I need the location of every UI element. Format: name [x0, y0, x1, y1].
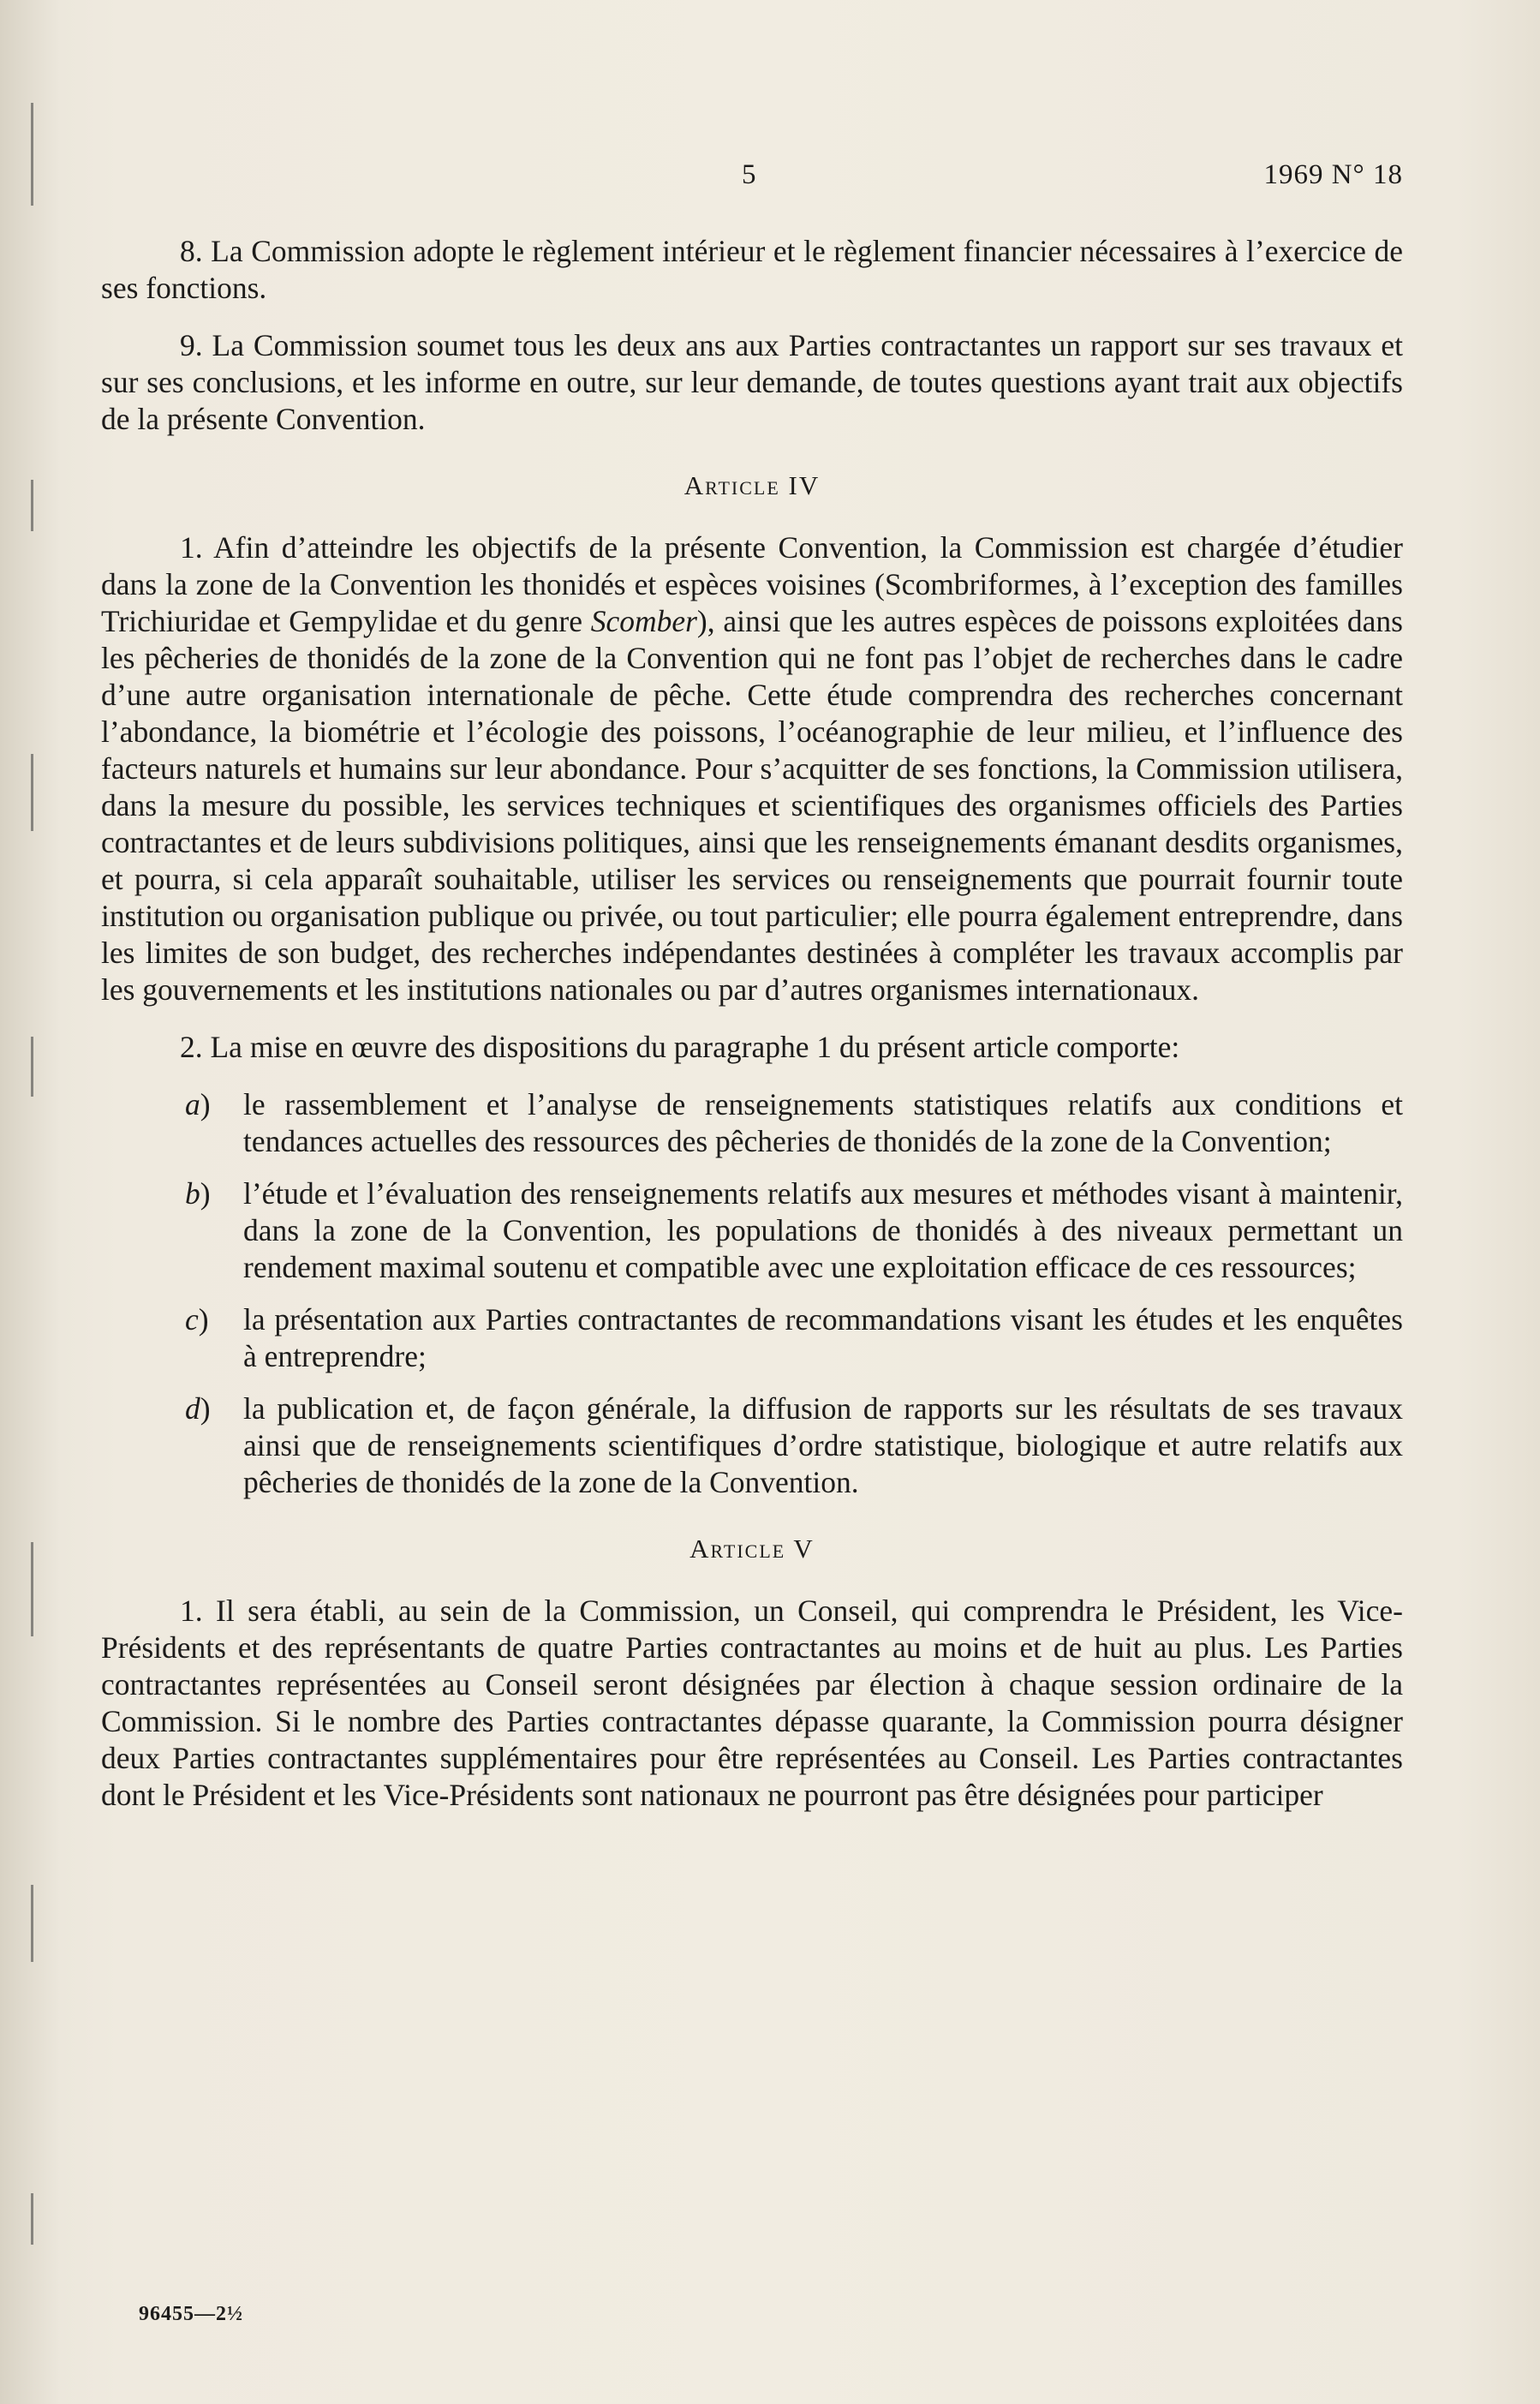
list-item-a: a) le rassemblement et l’analyse de renseignements statistiques relatifs aux conditions et tendances actuelles des ressources des pêcheries de thonidés de la zone de la Convention; — [185, 1087, 1403, 1158]
page-header — [101, 159, 1403, 194]
page-number: 5 — [742, 159, 756, 190]
page-content — [101, 233, 1403, 1834]
article-4-paragraph-2: 2. La mise en œuvre des dispositions du paragraphe 1 du présent article comporte: — [180, 1030, 1180, 1064]
article-4-heading: Article IV — [683, 470, 821, 500]
list-item-b: b) l’étude et l’évaluation des renseignements relatifs aux mesures et méthodes visant à maintenir, dans la zone de la Convention, les populations de thonidés à des niveaux permettant un rendement maximal soutenu et compatible avec une exploitation efficace de ces ressources; — [185, 1176, 1403, 1284]
item-text: la présentation aux Parties contractantes de recommandations visant les études et les enquêtes à entreprendre; — [243, 1302, 1403, 1373]
print-code: 96455—2½ — [139, 2303, 243, 2325]
genus-scomber: Scomber — [590, 604, 697, 638]
paragraph-8: 8. La Commission adopte le règlement intérieur et le règlement financier nécessaires à l’exercice de ses fonctions. — [101, 234, 1403, 305]
paragraph-9: 9. La Commission soumet tous les deux ans aux Parties contractantes un rapport sur ses travaux et sur ses conclusions, et les informe en outre, sur leur demande, de toutes questions ayant trait aux objectifs de la présente Convention. — [101, 328, 1403, 436]
list-item-d: d) la publication et, de façon générale, la diffusion de rapports sur les résultats de ses travaux ainsi que de renseignements scientifiques d’ordre statistique, biologique et autre relatifs aux pêcheries de thonidés de la zone de la Convention. — [185, 1391, 1403, 1499]
item-letter: a — [185, 1087, 200, 1121]
article-4-item-list — [101, 1086, 1403, 1501]
item-letter: d — [185, 1391, 200, 1426]
item-letter: b — [185, 1176, 200, 1211]
list-item-c: c) la présentation aux Parties contractantes de recommandations visant les études et les enquêtes à entreprendre; — [185, 1302, 1403, 1373]
item-text: la publication et, de façon générale, la diffusion de rapports sur les résultats de ses travaux ainsi que de renseignements scientifiques d’ordre statistique, biologique et autre relatifs aux pêcheries de thonidés de la zone de la Convention. — [243, 1391, 1403, 1499]
scan-edge-marks — [0, 0, 51, 2404]
document-reference: 1969 N° 18 — [1263, 159, 1403, 190]
item-text: le rassemblement et l’analyse de renseignements statistiques relatifs aux conditions et tendances actuelles des ressources des pêcheries de thonidés de la zone de la Convention; — [243, 1087, 1403, 1158]
article-5-paragraph-1: 1. Il sera établi, au sein de la Commission, un Conseil, qui comprendra le Président, les Vice-Présidents et des représentants de quatre Parties contractantes au moins et de huit au plus. Les Parties contractantes représentées au Conseil seront désignées par élection à chaque session ordinaire de la Commission. Si le nombre des Parties contractantes dépasse quarante, la Commission pourra désigner deux Parties contractantes supplémentaires pour être représentées au Conseil. Les Parties contractantes dont le Président et les Vice-Présidents sont nationaux ne pourront pas être désignées pour participer — [101, 1594, 1403, 1812]
article-5-heading: Article V — [689, 1534, 815, 1564]
item-text: l’étude et l’évaluation des renseignements relatifs aux mesures et méthodes visant à maintenir, dans la zone de la Convention, les populations de thonidés à des niveaux permettant un rendement maximal soutenu et compatible avec une exploitation efficace de ces ressources; — [243, 1176, 1403, 1284]
article-4-paragraph-1: 1. Afin d’atteindre les objectifs de la présente Convention, la Commission est chargée d’étudier dans la zone de la Convention les thonidés et espèces voisines (Scombriformes, à l’exception des familles Trichiuridae et Gempylidae et du genre Scomber), ainsi que les autres espèces de poissons exploitées dans les pêcheries de thonidés de la zone de la Convention qui ne font pas l’objet de recherches dans le cadre d’une autre organisation internationale de pêche. Cette étude comprendra des recherches concernant l’abondance, la biométrie et l’écologie des poissons, l’océanographie de leur milieu, et l’influence des facteurs naturels et humains sur leur abondance. Pour s’acquitter de ses fonctions, la Commission utilisera, dans la mesure du possible, les services techniques et scientifiques des organismes officiels des Parties contractantes et de leurs subdivisions politiques, ainsi que les renseignements émanant desdits organismes, et pourra, si cela apparaît souhaitable, utiliser les services ou renseignements que pourrait fournir toute institution ou organisation publique ou privée, ou tout particulier; elle pourra également entreprendre, dans les limites de son budget, des recherches indépendantes destinées à compléter les travaux accomplis par les gouvernements et les institutions nationales ou par d’autres organismes internationaux. — [101, 530, 1403, 1007]
item-letter: c — [185, 1302, 199, 1337]
